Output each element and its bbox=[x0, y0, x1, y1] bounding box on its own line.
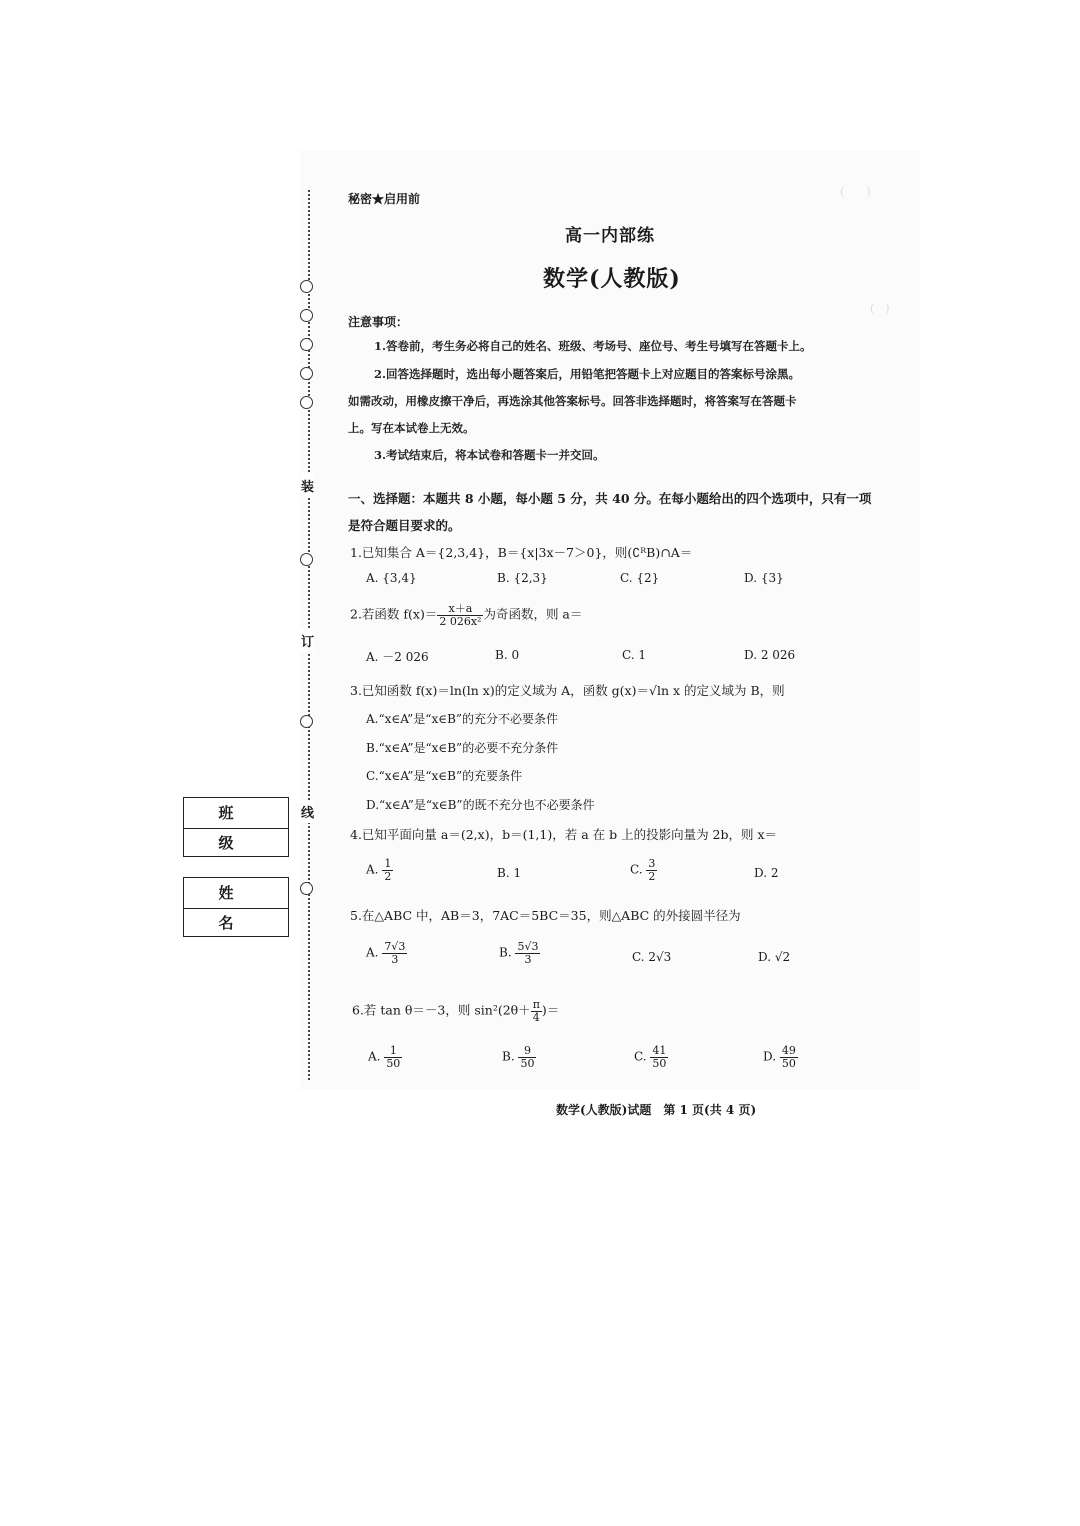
q5-a-denominator: 3 bbox=[391, 952, 399, 966]
q1-option-b: B. {2,3} bbox=[497, 571, 548, 585]
question-4-stem: 4.已知平面向量 a＝(2,x)，b＝(1,1)，若 a 在 b 上的投影向量为 2b，则 x＝ bbox=[350, 827, 778, 842]
q4-c-fraction bbox=[646, 858, 657, 882]
q6-b-numerator: 9 bbox=[518, 1045, 536, 1058]
q2-option-d: D. 2 026 bbox=[744, 648, 796, 662]
q6-b-denominator: 50 bbox=[520, 1056, 535, 1070]
binding-char-xian: 线 bbox=[301, 800, 314, 823]
q5-b-fraction bbox=[515, 941, 540, 965]
binding-hole bbox=[300, 553, 313, 566]
question-6-stem bbox=[352, 999, 559, 1023]
page-title: 高一内部练 bbox=[565, 226, 655, 246]
q6-suffix: )＝ bbox=[541, 1002, 560, 1018]
q5-option-c: C. 2√3 bbox=[632, 950, 672, 964]
q5-option-b bbox=[499, 941, 540, 965]
binding-hole bbox=[300, 338, 313, 351]
q2-option-b: B. 0 bbox=[495, 648, 520, 662]
q6-d-fraction bbox=[780, 1045, 798, 1069]
q6-a-numerator: 1 bbox=[384, 1045, 402, 1058]
q5-option-a bbox=[366, 941, 407, 965]
notice-item-2-cont: 如需改动，用橡皮擦干净后，再选涂其他答案标号。回答非选择题时，将答案写在答题卡 bbox=[348, 394, 797, 408]
q6-d-numerator: 49 bbox=[781, 1044, 796, 1057]
q4-c-label: C. bbox=[630, 862, 643, 877]
q6-denominator: 4 bbox=[532, 1010, 540, 1024]
q2-suffix: 为奇函数，则 a＝ bbox=[483, 606, 583, 622]
binding-hole bbox=[300, 309, 313, 322]
q3-option-b: B.“x∈A”是“x∈B”的必要不充分条件 bbox=[366, 741, 559, 755]
q4-c-numerator: 3 bbox=[648, 857, 656, 870]
q4-option-c bbox=[630, 858, 657, 882]
q5-b-label: B. bbox=[499, 945, 512, 960]
q3-option-d: D.“x∈A”是“x∈B”的既不充分也不必要条件 bbox=[366, 798, 595, 812]
q6-fraction bbox=[531, 999, 542, 1023]
class-box bbox=[183, 797, 289, 857]
section-heading-cont: 是符合题目要求的。 bbox=[348, 518, 461, 533]
q6-c-fraction bbox=[650, 1045, 668, 1069]
q5-option-d: D. √2 bbox=[758, 950, 791, 964]
q2-numerator: x＋a bbox=[437, 603, 483, 616]
q4-c-denominator: 2 bbox=[648, 869, 656, 883]
q6-a-label: A. bbox=[368, 1049, 381, 1064]
q2-denominator: 2 026x² bbox=[439, 614, 482, 628]
question-5-stem: 5.在△ABC 中，AB＝3，7AC＝5BC＝35，则△ABC 的外接圆半径为 bbox=[350, 908, 741, 923]
q4-option-b: B. 1 bbox=[497, 866, 522, 880]
q6-b-label: B. bbox=[502, 1049, 515, 1064]
q4-option-d: D. 2 bbox=[754, 866, 779, 880]
q2-option-a: A. －2 026 bbox=[366, 650, 429, 664]
q4-a-label: A. bbox=[366, 862, 379, 877]
q3-option-a: A.“x∈A”是“x∈B”的充分不必要条件 bbox=[366, 712, 559, 726]
binding-char-ding: 订 bbox=[301, 629, 314, 652]
binding-char-zhuang: 装 bbox=[301, 474, 314, 497]
q4-option-a bbox=[366, 858, 393, 882]
q1-option-a: A. {3,4} bbox=[366, 571, 417, 585]
name-label: 姓 名 bbox=[184, 878, 288, 909]
q6-c-denominator: 50 bbox=[652, 1056, 667, 1070]
notice-item-3: 3.考试结束后，将本试卷和答题卡一并交回。 bbox=[374, 448, 605, 462]
q1-option-c: C. {2} bbox=[620, 571, 660, 585]
q6-a-fraction bbox=[384, 1045, 402, 1069]
section-heading: 一、选择题：本题共 8 小题，每小题 5 分，共 40 分。在每小题给出的四个选项中，只有一项 bbox=[348, 491, 872, 506]
q1-option-d: D. {3} bbox=[744, 571, 784, 585]
q5-a-numerator: 7√3 bbox=[384, 940, 406, 953]
notice-item-1: 1.答卷前，考生务必将自己的姓名、班级、考场号、座位号、考生号填写在答题卡上。 bbox=[374, 339, 812, 353]
q2-option-c: C. 1 bbox=[622, 648, 647, 662]
class-label: 班 级 bbox=[184, 798, 288, 829]
q6-prefix: 6.若 tan θ＝－3，则 sin²(2θ＋ bbox=[352, 1002, 531, 1018]
q3-option-c: C.“x∈A”是“x∈B”的充要条件 bbox=[366, 769, 523, 783]
notice-item-2: 2.回答选择题时，选出每小题答案后，用铅笔把答题卡上对应题目的答案标号涂黑。 bbox=[374, 367, 801, 381]
question-3-stem: 3.已知函数 f(x)＝ln(ln x)的定义域为 A，函数 g(x)＝√ln x 的定义域为 B，则 bbox=[350, 683, 785, 698]
subject-title: 数学(人教版) bbox=[543, 266, 681, 292]
question-1-stem: 1.已知集合 A＝{2,3,4}，B＝{x|3x－7＞0}，则(∁ᴿB)∩A＝ bbox=[350, 545, 693, 560]
q5-a-fraction bbox=[382, 941, 407, 965]
q2-prefix: 2.若函数 f(x)＝ bbox=[350, 606, 438, 622]
q6-a-denominator: 50 bbox=[386, 1056, 401, 1070]
q6-option-c bbox=[634, 1045, 668, 1069]
binding-hole bbox=[300, 396, 313, 409]
q5-b-denominator: 3 bbox=[524, 952, 532, 966]
q2-fraction bbox=[437, 603, 483, 627]
q6-c-numerator: 41 bbox=[652, 1044, 667, 1057]
name-box bbox=[183, 877, 289, 937]
q4-a-numerator: 1 bbox=[384, 857, 392, 870]
q4-a-fraction bbox=[382, 858, 393, 882]
q6-d-label: D. bbox=[763, 1049, 777, 1064]
q5-a-label: A. bbox=[366, 945, 379, 960]
q6-b-fraction bbox=[518, 1045, 536, 1069]
secret-label: 秘密★启用前 bbox=[348, 192, 421, 206]
binding-hole bbox=[300, 280, 313, 293]
question-2-stem bbox=[350, 603, 582, 627]
q6-numerator: π bbox=[532, 998, 540, 1011]
q5-b-numerator: 5√3 bbox=[517, 940, 539, 953]
bleed-through: ( ) bbox=[840, 185, 871, 198]
notice-item-2-cont: 上。写在本试卷上无效。 bbox=[348, 421, 475, 435]
q6-option-d bbox=[763, 1045, 798, 1069]
q4-a-denominator: 2 bbox=[384, 869, 392, 883]
bleed-through: ( ) bbox=[870, 302, 890, 315]
q6-d-denominator: 50 bbox=[781, 1056, 796, 1070]
binding-hole bbox=[300, 367, 313, 380]
notice-heading: 注意事项： bbox=[348, 315, 409, 329]
binding-hole bbox=[300, 882, 313, 895]
q6-c-label: C. bbox=[634, 1049, 647, 1064]
binding-hole bbox=[300, 715, 313, 728]
q6-option-b bbox=[502, 1045, 536, 1069]
q6-option-a bbox=[368, 1045, 402, 1069]
page-footer: 数学(人教版)试题 第 1 页(共 4 页) bbox=[556, 1103, 757, 1117]
